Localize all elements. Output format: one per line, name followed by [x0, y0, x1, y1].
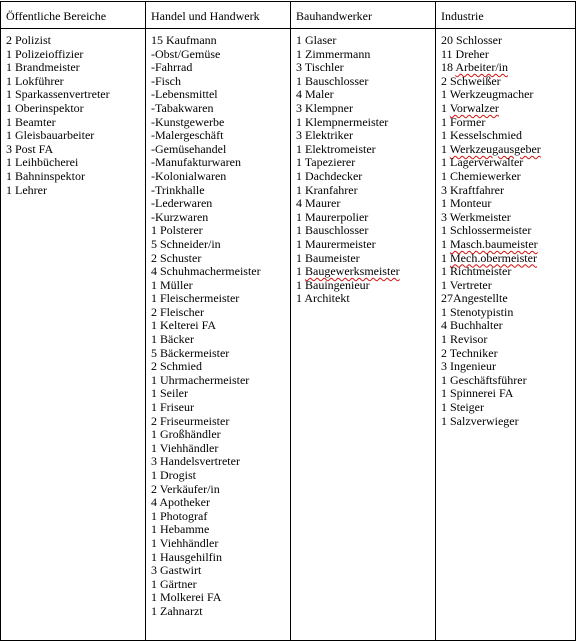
list-item: -Kolonialwaren	[151, 168, 227, 183]
list-item: 1 Polsterer	[151, 223, 203, 238]
list-item: 3 Elektriker	[296, 128, 353, 143]
list-item: 15 Kaufmann	[151, 33, 217, 47]
list-item: 1 Großhändler	[151, 427, 221, 442]
list-item: 3 Tischler	[296, 60, 344, 75]
list-item: 1 Elektromeister	[296, 141, 376, 156]
list-item: 1 Mech.obermeister	[441, 250, 537, 265]
list-item: 3 Post FA	[6, 141, 54, 156]
list-item: -Lebensmittel	[151, 87, 218, 102]
list-item: 5 Bäckermeister	[151, 345, 230, 360]
list-item: 4 Apotheker	[151, 495, 210, 510]
list-item: 1 Seiler	[151, 386, 188, 401]
list-item: -Kunstgewerbe	[151, 114, 225, 129]
list-item: 2 Friseurmeister	[151, 413, 230, 428]
list-item: 1 Zahnarzt	[151, 603, 203, 618]
list-item: 2 Fleischer	[151, 304, 204, 319]
list-item: -Malergeschäft	[151, 128, 224, 143]
list-item: 1 Gärtner	[151, 576, 197, 591]
spellcheck-flag: Mech.obermeister	[450, 250, 537, 265]
column-handel-und-handwerk	[146, 29, 291, 641]
list-item: 1 Bauingenieur	[296, 277, 370, 292]
list-item: 1 Stenotypistin	[441, 304, 514, 319]
column-oeffentliche-bereiche	[1, 29, 146, 641]
list-item: 20 Schlosser	[441, 33, 502, 47]
list-item: 1 Gleisbauarbeiter	[6, 128, 95, 143]
list-item: 1 Werkzeugausgeber	[441, 141, 541, 156]
list-item: 1 Brandmeister	[6, 60, 80, 75]
list-item: 1 Spinnerei FA	[441, 386, 514, 401]
list-item: 1 Bauschlosser	[296, 73, 369, 88]
list-item: 1 Former	[441, 114, 486, 129]
list-item: 4 Maler	[296, 87, 334, 102]
list-item: 1 Lokführer	[6, 73, 64, 88]
list-item: 1 Viehhändler	[151, 535, 219, 550]
list-item: 5 Schneider/in	[151, 236, 221, 251]
list-item: 2 Verkäufer/in	[151, 481, 220, 496]
list-item: 3 Klempner	[296, 100, 353, 115]
list-item: 3 Handelsvertreter	[151, 454, 240, 469]
spellcheck-flag: Vorwalzer	[449, 100, 499, 115]
list-item: -Kurzwaren	[151, 209, 209, 224]
spellcheck-flag: Masch.baumeister	[450, 236, 538, 251]
list-item: 1 Zimmermann	[296, 46, 371, 61]
spellcheck-flag: Werkzeugausgeber	[449, 141, 541, 156]
list-item: 1 Bauschlosser	[296, 223, 369, 238]
list-item: 1 Tapezierer	[296, 155, 356, 170]
list-item: 1 Maurerpolier	[296, 209, 369, 224]
list-item: -Fahrrad	[151, 60, 193, 75]
list-item: 1 Vorwalzer	[441, 100, 499, 115]
list-item: 1 Vertreter	[441, 277, 492, 292]
list-item: 18 Arbeiter/in	[441, 60, 508, 75]
list-item: 4 Buchhalter	[441, 318, 503, 333]
list-item: 1 Kelterei FA	[151, 318, 217, 333]
list-item: 1 Architekt	[296, 291, 350, 306]
list-item: 1 Glaser	[296, 33, 337, 47]
list-item: -Manufakturwaren	[151, 155, 241, 170]
list-item: 2 Polizist	[6, 33, 52, 47]
list-item: 3 Ingenieur	[441, 359, 496, 374]
list-item: 1 Leihbücherei	[6, 155, 79, 170]
list-item: -Lederwaren	[151, 196, 213, 211]
header-oeffentliche-bereiche: Öffentliche Bereiche	[1, 2, 146, 29]
header-bauhandwerker: Bauhandwerker	[291, 2, 436, 29]
list-item: 1 Beamter	[6, 114, 56, 129]
list-item: -Tabakwaren	[151, 100, 214, 115]
list-item: -Fisch	[151, 73, 181, 88]
list-item: 1 Revisor	[441, 332, 488, 347]
list-item: -Gemüsehandel	[151, 141, 227, 156]
occupation-table	[0, 1, 576, 641]
list-item: 1 Fleischermeister	[151, 291, 240, 306]
header-row	[1, 2, 576, 29]
list-item: -Trinkhalle	[151, 182, 205, 197]
spellcheck-flag: Baugewerksmeister	[305, 264, 400, 279]
list-item: -Obst/Gemüse	[151, 46, 221, 61]
list-item: 3 Werkmeister	[441, 209, 511, 224]
list-item: 1 Photograf	[151, 508, 208, 523]
list-item: 1 Klempnermeister	[296, 114, 389, 129]
list-item: 1 Bäcker	[151, 332, 194, 347]
list-item: 4 Maurer	[296, 196, 341, 211]
list-item: 1 Schlossermeister	[441, 223, 532, 238]
list-item: 1 Chemiewerker	[441, 168, 521, 183]
list-item: 1 Drogist	[151, 468, 196, 482]
list-item: 2 Techniker	[441, 345, 498, 360]
list-item: 1 Hebamme	[151, 522, 210, 537]
list-item: 1 Kranfahrer	[296, 182, 358, 197]
list-item: 1 Friseur	[151, 400, 194, 415]
spellcheck-flag: Arbeiter/in	[455, 60, 508, 75]
list-item: 2 Schweißer	[441, 73, 501, 88]
list-item: 1 Uhrmachermeister	[151, 372, 250, 387]
list-item: 4 Schuhmachermeister	[151, 264, 261, 279]
list-item: 1 Maurermeister	[296, 236, 376, 251]
column-bauhandwerker	[291, 29, 436, 641]
body-row	[1, 29, 576, 641]
list-item: 27Angestellte	[441, 291, 508, 306]
list-item: 1 Baumeister	[296, 250, 360, 265]
header-industrie: Industrie	[436, 2, 576, 29]
list-item: 1 Richtmeister	[441, 264, 512, 279]
column-industrie	[436, 29, 576, 641]
list-item: 1 Viehhändler	[151, 440, 219, 455]
list-item: 1 Hausgehilfin	[151, 549, 222, 564]
list-item: 1 Werkzeugmacher	[441, 87, 534, 102]
list-item: 1 Müller	[151, 277, 193, 292]
list-item: 3 Gastwirt	[151, 563, 202, 578]
list-item: 2 Schmied	[151, 359, 202, 374]
list-item: 1 Steiger	[441, 400, 484, 415]
list-item: 2 Schuster	[151, 250, 202, 265]
list-item: 1 Oberinspektor	[6, 100, 84, 115]
list-item: 1 Kesselschmied	[441, 128, 522, 143]
list-item: 1 Baugewerksmeister	[296, 264, 400, 279]
list-item: 1 Salzverwieger	[441, 413, 519, 428]
list-item: 1 Lagerverwalter	[441, 155, 524, 170]
list-item: 1 Sparkassenvertreter	[6, 87, 110, 102]
list-item: 1 Molkerei FA	[151, 590, 222, 605]
list-item: 1 Dachdecker	[296, 168, 363, 183]
list-item: 1 Masch.baumeister	[441, 236, 538, 251]
list-item: 1 Geschäftsführer	[441, 372, 527, 387]
list-item: 1 Monteur	[441, 196, 492, 211]
list-item: 11 Dreher	[441, 46, 489, 61]
header-handel-und-handwerk: Handel und Handwerk	[146, 2, 291, 29]
list-item: 1 Polizeioffizier	[6, 46, 84, 61]
list-item: 3 Kraftfahrer	[441, 182, 504, 197]
list-item: 1 Bahninspektor	[6, 168, 85, 183]
list-item: 1 Lehrer	[6, 182, 47, 197]
